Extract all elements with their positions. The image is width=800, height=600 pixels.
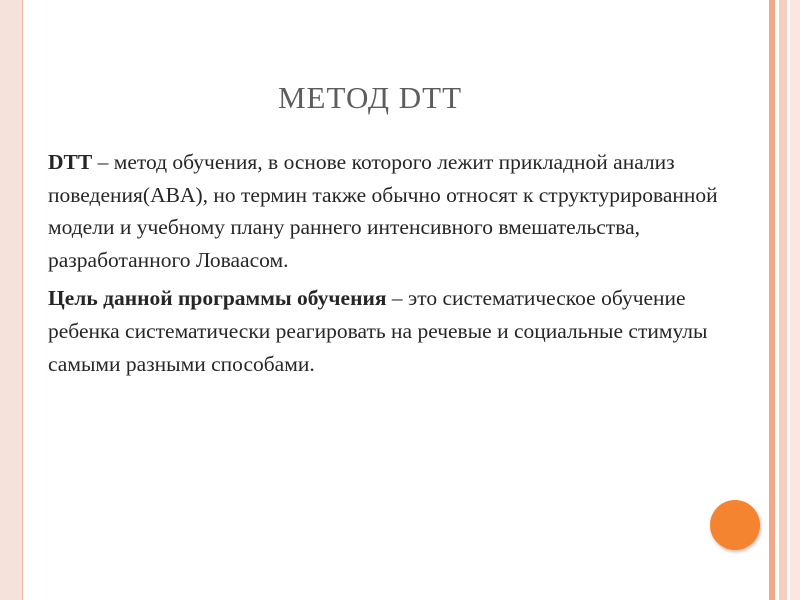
decorative-circle	[710, 500, 760, 550]
paragraph-definition	[48, 146, 728, 276]
slide-title: МЕТОД DTT	[277, 80, 463, 115]
right-frame-stripe	[779, 0, 787, 600]
goal-heading: Цель данной программы обучения	[48, 286, 387, 311]
slide-body	[48, 146, 728, 386]
right-frame-stripe	[769, 0, 775, 600]
goal-text: – это систематическое обучение ребенка систематически реагировать на речевые и социальные стимулы самыми разными способами.	[48, 286, 708, 376]
term-dtt: DTT	[48, 150, 93, 174]
right-frame-stripe	[790, 0, 800, 600]
definition-text: – метод обучения, в основе которого лежит прикладной анализ поведения(ABA), но термин также обычно относят к структурированной модели и учебному плану раннего интенсивного вмешательства, разработанного Ловаасом.	[48, 150, 718, 272]
paragraph-goal	[48, 282, 728, 380]
